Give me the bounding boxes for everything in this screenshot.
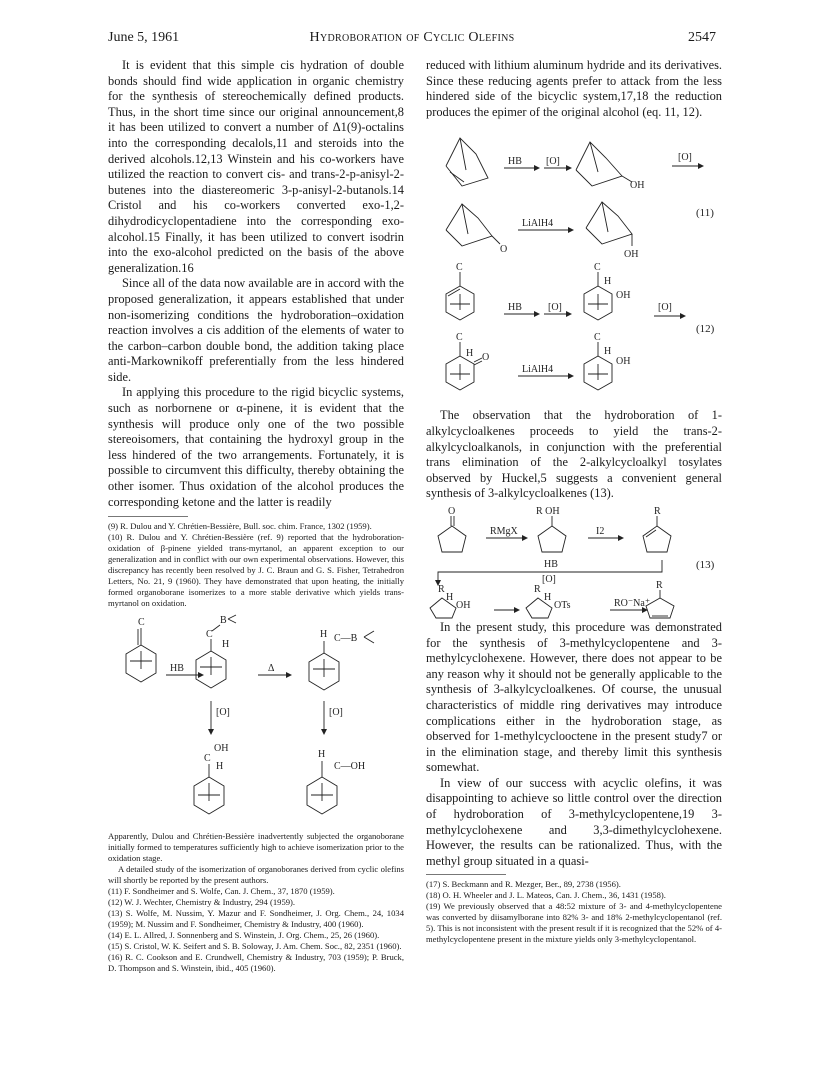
right-paragraph-4: In view of our success with acyclic olefins, it was disappointing to achieve so little control over the direction of hydroboration of 3-methylcyclopentene,19 3-methylcyclohexene and 3,3-dimethylcyclohexene. However, the results can be rationalized. Thus, with the methyl group situated in a quasi- (426, 775, 722, 868)
hb-reagent-11: HB (508, 156, 522, 168)
cb-label: C—B (334, 633, 358, 645)
norcamphor-structure (446, 204, 500, 246)
hydroxyl-label-13: OH (456, 599, 471, 611)
organoborane-structure (196, 615, 236, 688)
tosylate-label: OTs (554, 599, 571, 611)
hb-reagent-1: HB (170, 663, 184, 675)
methyl-c-label-12a: C (456, 262, 463, 274)
footnote-16: (16) R. C. Cookson and E. Crundwell, Chemistry & Industry, 703 (1959); P. Bruck, D. Thompson and S. Winstein, ibid., 405 (1960). (108, 952, 404, 974)
hb-reagent-12: HB (508, 302, 522, 314)
coh-label: C—OH (334, 761, 366, 773)
hydroxyl-label-11a: OH (630, 180, 645, 192)
cis-myrtanol-structure (194, 743, 228, 814)
oxidation-label-1: [O] (216, 707, 230, 719)
methyl-c-label-12b: C (594, 262, 601, 274)
exo-norborneol-structure (576, 142, 632, 186)
oxidation-label-11b: [O] (678, 152, 692, 164)
hydroxyl-label-11b: OH (624, 249, 639, 259)
methylene-c-label: C (138, 617, 145, 629)
right-column (426, 58, 722, 945)
iodine-reagent: I2 (596, 525, 605, 537)
header-date: June 5, 1961 (108, 30, 180, 45)
alpha-pinene-structure (446, 262, 474, 320)
alkoxide-reagent: RO⁻Na⁺ (614, 597, 651, 609)
r-label-4: R (656, 579, 663, 591)
rmgx-reagent: RMgX (490, 525, 518, 537)
left-column (108, 58, 404, 974)
scheme-11-norbornene (426, 120, 722, 258)
isopinocamphone-structure (446, 332, 489, 390)
3-alkylcycloalkene-structure (646, 580, 674, 618)
carbon-label-4: C (204, 753, 211, 765)
beta-pinene-structure (126, 617, 156, 682)
right-paragraph-2: The observation that the hydroboration of 1-alkylcycloalkenes proceeds to yield the trans-2-alkylcycloalkanols, in conjunction with the preferential trans elimination of the 2-alkylcycloalkyl tosylates observed by Huckel,5 suggests a convenient general synthesis of 3-alkylcycloalkenes (13). (426, 408, 722, 501)
footnote-10: (10) R. Dulou and Y. Chrétien-Bessière (ref. 9) reported that the hydroboration-oxidation of β-pinene yielded trans-myrtanol, an apparent exception to our generalization and in conflict with our own experimental observations. However, this discrepancy has recently been resolved by J. C. Braun and G. S. Fisher, Tetrahedron Letters, No. 21, 9 (1960). They have demonstrated that upon heating, the initially formed organoborane isomerizes to a more stable derivative which yields trans-myrtanol on oxidation. (108, 532, 404, 609)
hydrogen-label-5: H (318, 749, 326, 761)
hydrogen-label-3: H (320, 629, 328, 641)
oxidation-label-12b: [O] (658, 302, 672, 314)
left-paragraph-2: Since all of the data now available are in accord with the proposed generalization, it appears established that under non-isomerizing conditions the hydroboration–oxidation reaction involves a cis addition of the elements of water to the carbon–carbon double bond, the addition taking place anti-Markownikoff preferentially from the less hindered side. (108, 276, 404, 384)
ketone-oxygen-label-13: O (448, 505, 456, 517)
oxidation-label-13: [O] (542, 573, 556, 585)
lialh4-reagent-12: LiAlH4 (522, 364, 554, 376)
hydrogen-label-12b: H (466, 348, 474, 360)
footnote-11: (11) F. Sondheimer and S. Wolfe, Can. J. Chem., 37, 1870 (1959). (108, 886, 335, 897)
footnote-14: (14) E. L. Allred, J. Sonnenberg and S. Winstein, J. Org. Chem., 25, 26 (1960). (108, 930, 380, 941)
hydrogen-label-12c: H (604, 346, 612, 358)
oxidation-label-2: [O] (329, 707, 343, 719)
right-paragraph-3: In the present study, this procedure was demonstrated for the synthesis of 3-methylcyclopentene and 3-methylcyclohexene. However, there does not appear to be any reason why it should not be generally applicable to the synthesis of 3-alkylcycloalkenes. Of course, the unusual characteristics of middle ring derivatives may introduce complications either in the hydroboration stage, as observed for 1-methylcyclooctene in the present study7 or in the elimination stage, and thereby limit this synthesis somewhat. (426, 619, 722, 775)
left-paragraph-3: In applying this procedure to the rigid bicyclic systems, such as norbornene or α-pinene, it is evident that the synthesis will produce only one of the two possible stereoisomers, that containing the hydroxyl group in the less hindered of the two arrangements. Fortunately, it is possible to circumvent this difficulty, thereby obtaining the other isomer. Thus oxidation of the alcohol produces the corresponding ketone and the latter is readily (108, 385, 404, 509)
hydroxyl-label-1: OH (214, 743, 229, 755)
footnote-12: (12) W. J. Wechter, Chemistry & Industry, 294 (1959). (108, 897, 296, 908)
oxidation-label-11a: [O] (546, 156, 560, 168)
trans-myrtanol-structure (307, 749, 365, 814)
rearranged-organoborane-structure (309, 629, 374, 690)
endo-norborneol-structure (586, 202, 632, 246)
footnote-10-continued-2: A detailed study of the isomerization of organoboranes derived from cyclic olefins will shortly be reported by the present authors. (108, 864, 404, 886)
footnote-18: (18) O. H. Wheeler and J. L. Mateos, Can. J. Chem., 36, 1431 (1958). (426, 890, 666, 901)
tosylate-structure (526, 584, 571, 618)
1-alkylcycloalkene-structure (643, 506, 671, 552)
footnote-rule-right (426, 874, 506, 875)
norbornene-structure (446, 138, 488, 186)
isopinocampheol-structure (584, 262, 630, 320)
footnote-15: (15) S. Cristol, W. K. Seifert and S. B. Soloway, J. Am. Chem. Soc., 82, 2351 (1960). (108, 941, 402, 952)
scheme-12-pinene (426, 258, 722, 408)
footnote-9: (9) R. Dulou and Y. Chrétien-Bessière, Bull. soc. chim. France, 1302 (1959). (108, 521, 372, 532)
equation-number-12: (12) (696, 323, 715, 336)
cyclopentanone-structure (438, 506, 466, 552)
equation-number-11: (11) (696, 207, 714, 220)
trans-2-alkylcycloalkanol-structure (430, 584, 470, 618)
carbon-label-2: C (206, 629, 213, 641)
lialh4-reagent-11: LiAlH4 (522, 218, 554, 230)
footnote-13: (13) S. Wolfe, M. Nussim, Y. Mazur and F. Sondheimer, J. Org. Chem., 24, 1034 (1959); M. Nussim and F. Sondheimer, Chemistry & Industry, 400 (1960). (108, 908, 404, 930)
footnote-rule (108, 516, 188, 517)
r-label-2: R (438, 583, 445, 595)
neoisopinocampheol-structure (584, 332, 630, 390)
ketone-oxygen-label: O (500, 244, 508, 256)
footnote-10-continued: Apparently, Dulou and Chrétien-Bessière inadvertently subjected the organoborane initially formed to temperatures sufficiently high to achieve isomerization prior to the oxidation stage. (108, 831, 404, 864)
hydrogen-label-12a: H (604, 276, 612, 288)
hydrogen-label-13a: H (446, 591, 454, 603)
footnote-19: (19) We previously observed that a 48:52 mixture of 3- and 4-methylcyclopentene was converted by diisamylborane into 82% 3- and 18% 2-methylcyclopentanol (ref. 5). This is not inconsistent with the present result if it is recognized that the 52% of 4-methylcyclopentene present in the mixture yields only 3-methylcyclopentanol. (426, 901, 722, 945)
r-label-3: R (534, 583, 541, 595)
hydrogen-label-4: H (216, 761, 224, 773)
equation-number-13: (13) (696, 558, 715, 571)
right-paragraph-1: reduced with lithium aluminum hydride and its derivatives. Since these reducing agents prefer to attack from the less hindered side of the bicyclic system,17,18 the reduction produces the epimer of the original alcohol (eq. 11, 12). (426, 58, 722, 119)
r-oh-label: R OH (536, 505, 560, 517)
hydrogen-label-13b: H (544, 591, 552, 603)
hb-reagent-13: HB (544, 558, 558, 570)
methyl-c-label-12c: C (456, 332, 463, 344)
footnote-17: (17) S. Beckmann and R. Mezger, Ber., 89, 2738 (1956). (426, 879, 621, 890)
hydroxyl-label-12a: OH (616, 290, 631, 302)
left-paragraph-1: It is evident that this simple cis hydration of double bonds should find wide application in organic chemistry for the synthesis of stereochemically defined products. Thus, in the short time since our original announcement,8 it has been utilized to convert a number of Δ1(9)-octalins into the corresponding decalols,11 and steroids into the derived alcohols.12,13 Winstein and his co-workers have utilized the reaction to convert cis- and trans-2-p-anisyl-2-butenes into the diastereomeric 3-p-anisyl-2-butanols.14 Cristol and his co-workers converted exo-1,2-dihydrodicyclopentadiene into the corresponding exo-alcohol.15 Finally, it has been utilized to convert isodrin into the exo-alcohol predicted on the basis of the above generalization.16 (108, 58, 404, 275)
boron-label: B (220, 615, 227, 627)
ketone-oxygen-label-12: O (482, 352, 490, 364)
hydroxyl-label-12b: OH (616, 356, 631, 368)
r-label-1: R (654, 505, 661, 517)
pinene-isomerization-scheme (108, 609, 404, 831)
header-title: Hydroboration of Cyclic Olefins (309, 30, 515, 45)
running-header (108, 30, 716, 50)
hydrogen-label-2: H (222, 639, 230, 651)
header-page-number: 2547 (688, 30, 716, 45)
oxidation-label-12a: [O] (548, 302, 562, 314)
methyl-c-label-12d: C (594, 332, 601, 344)
heat-delta-label: Δ (268, 663, 275, 675)
tertiary-alcohol-structure (536, 506, 566, 552)
scheme-13-alkylcycloalkenes (426, 502, 722, 620)
